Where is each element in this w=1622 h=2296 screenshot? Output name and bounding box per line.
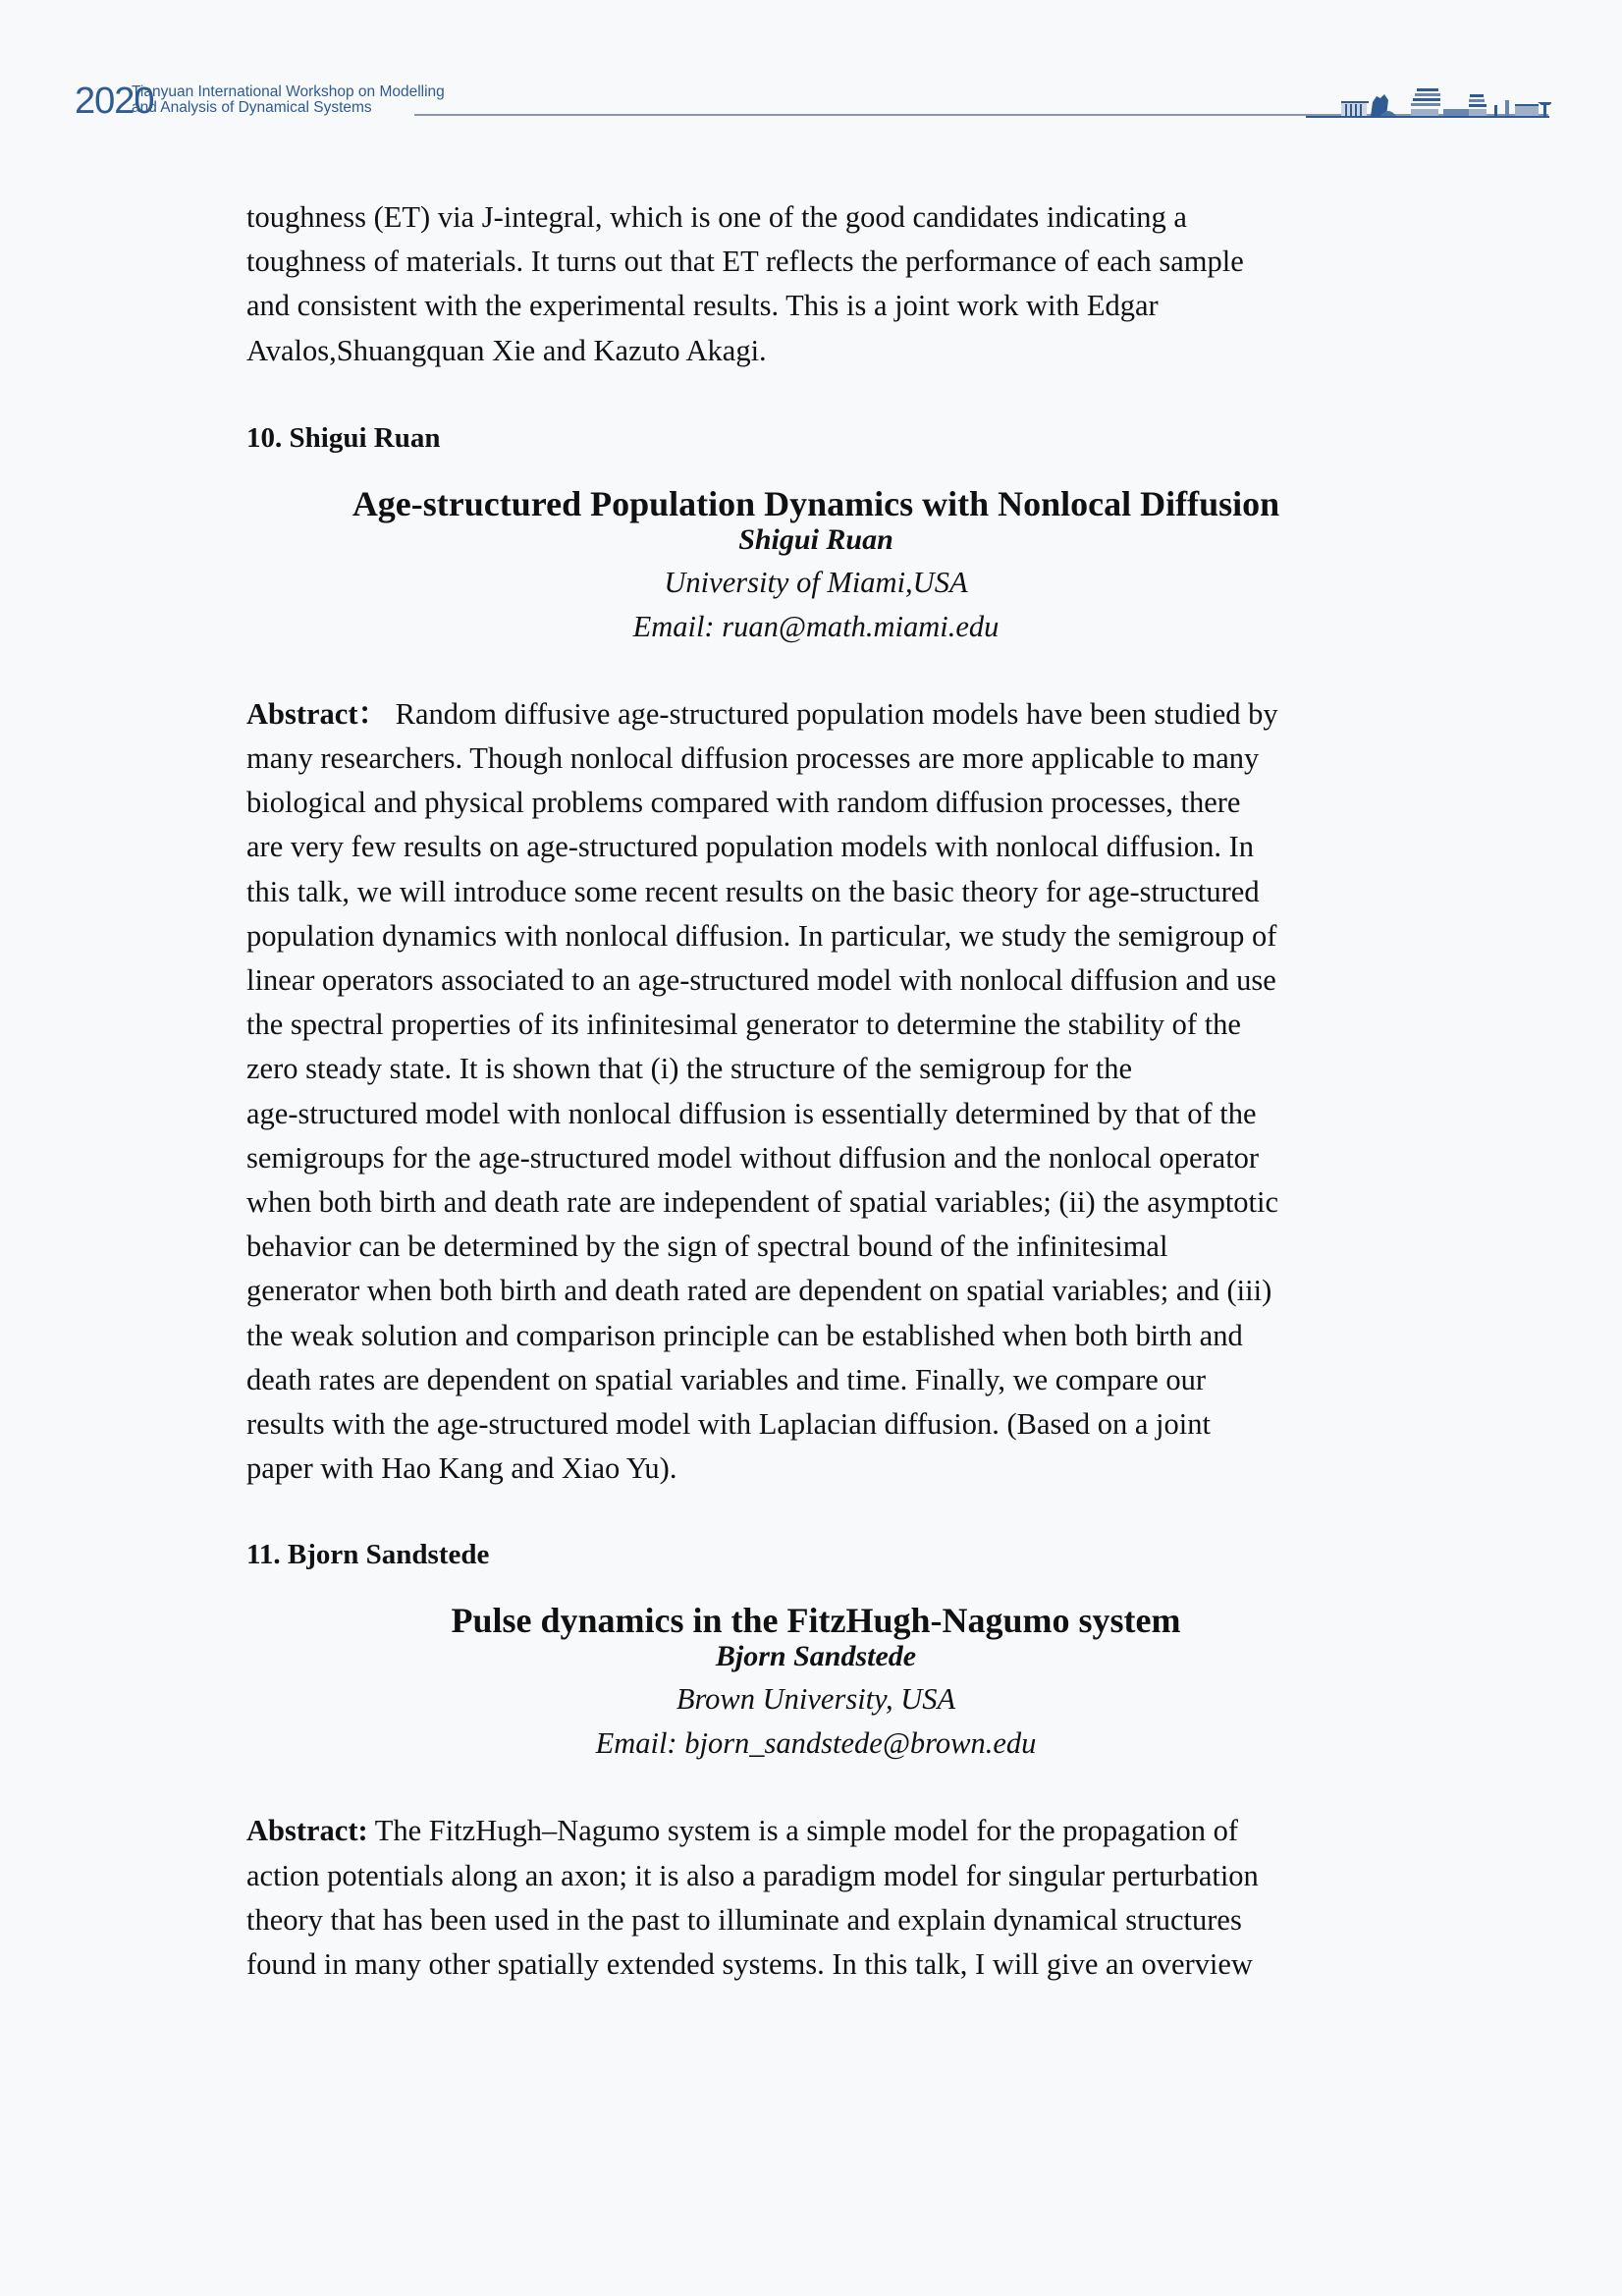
abstract-lines [246,737,1385,1491]
abstract-line: theory that has been used in the past to illuminate and explain dynamical structures [246,1902,1242,1937]
abstract-line: generator when both birth and death rated are dependent on spatial variables; and (iii) [246,1274,1272,1308]
abstract [246,1809,1385,1987]
talk-author: Shigui Ruan [738,522,893,556]
document-body [246,195,1385,1987]
abstract-lines [246,1854,1385,1988]
abstract-line: semigroups for the age-structured model without diffusion and the nonlocal operator [246,1140,1260,1175]
talk-title-block [246,1599,1385,1766]
abstract-line: the weak solution and comparison principle can be established when both birth and [246,1318,1243,1352]
abstract-label: Abstract： [246,696,388,731]
abstract-line: zero steady state. It is shown that (i) the structure of the semigroup for the [246,1052,1133,1086]
abstract-line: behavior can be determined by the sign of spectral bound of the infinitesimal [246,1230,1168,1264]
abstract-text: Random diffusive age-structured population models have been studied by [388,696,1278,731]
abstract-line: age-structured model with nonlocal diffusion is essentially determined by that of the [246,1096,1257,1130]
talk-affiliation: Brown University, USA [676,1682,956,1717]
abstract-line: linear operators associated to an age-structured model with nonlocal diffusion and use [246,963,1276,998]
talk-title-block [246,482,1385,649]
abstract-label: Abstract: [246,1814,368,1848]
talk-section-sandstede [246,1533,1385,1987]
abstract [246,692,1385,1492]
talk-heading: 10. Shigui Ruan [246,421,441,454]
abstract-line: when both birth and death rate are independent of spatial variables; (ii) the asymptotic [246,1185,1279,1220]
text-line: and consistent with the experimental results. This is a joint work with Edgar [246,289,1159,323]
talk-affiliation: University of Miami,USA [664,565,968,599]
abstract-first-line [246,692,1385,737]
talk-title: Pulse dynamics in the FitzHugh-Nagumo system [451,1601,1181,1641]
header-workshop-title [132,84,445,116]
abstract-line: results with the age-structured model with Laplacian diffusion. (Based on a joint [246,1407,1211,1442]
header-title-line-2: and Analysis of Dynamical Systems [132,99,372,116]
talk-email: Email: bjorn_sandstede@brown.edu [595,1726,1037,1761]
campus-skyline-icon [1306,81,1551,120]
talk-author: Bjorn Sandstede [715,1640,917,1673]
abstract-line: death rates are dependent on spatial variables and time. Finally, we compare our [246,1362,1207,1396]
header-year: 2020 [75,81,154,122]
abstract-first-line [246,1809,1385,1853]
intro-continuation [246,195,1385,373]
abstract-line: found in many other spatially extended systems. In this talk, I will give an overview [246,1947,1253,1982]
abstract-line: many researchers. Though nonlocal diffusion processes are more applicable to many [246,741,1260,776]
talk-section-ruan [246,416,1385,1492]
abstract-text: The FitzHugh–Nagumo system is a simple model for the propagation of [367,1814,1238,1848]
text-line: toughness of materials. It turns out that ET reflects the performance of each sample [246,245,1244,279]
text-line: toughness (ET) via J-integral, which is one of the good candidates indicating a [246,200,1187,234]
abstract-line: biological and physical problems compared with random diffusion processes, there [246,786,1241,820]
abstract-line: the spectral properties of its infinitesimal generator to determine the stability of the [246,1008,1241,1042]
talk-heading: 11. Bjorn Sandstede [246,1539,490,1571]
header-title-line-1: Tianyuan International Workshop on Modelling [132,83,445,100]
text-line: Avalos,Shuangquan Xie and Kazuto Akagi. [246,333,767,367]
abstract-line: population dynamics with nonlocal diffusion. In particular, we study the semigroup of [246,918,1277,953]
abstract-line: action potentials along an axon; it is also a paradigm model for singular perturbation [246,1858,1259,1892]
abstract-line: paper with Hao Kang and Xiao Yu). [246,1451,677,1486]
abstract-line: are very few results on age-structured population models with nonlocal diffusion. In [246,830,1255,864]
page-header [0,0,1622,137]
talk-title: Age-structured Population Dynamics with Nonlocal Diffusion [351,483,1280,523]
talk-email: Email: ruan@math.miami.edu [632,609,1000,643]
abstract-line: this talk, we will introduce some recent results on the basic theory for age-structured [246,874,1260,908]
